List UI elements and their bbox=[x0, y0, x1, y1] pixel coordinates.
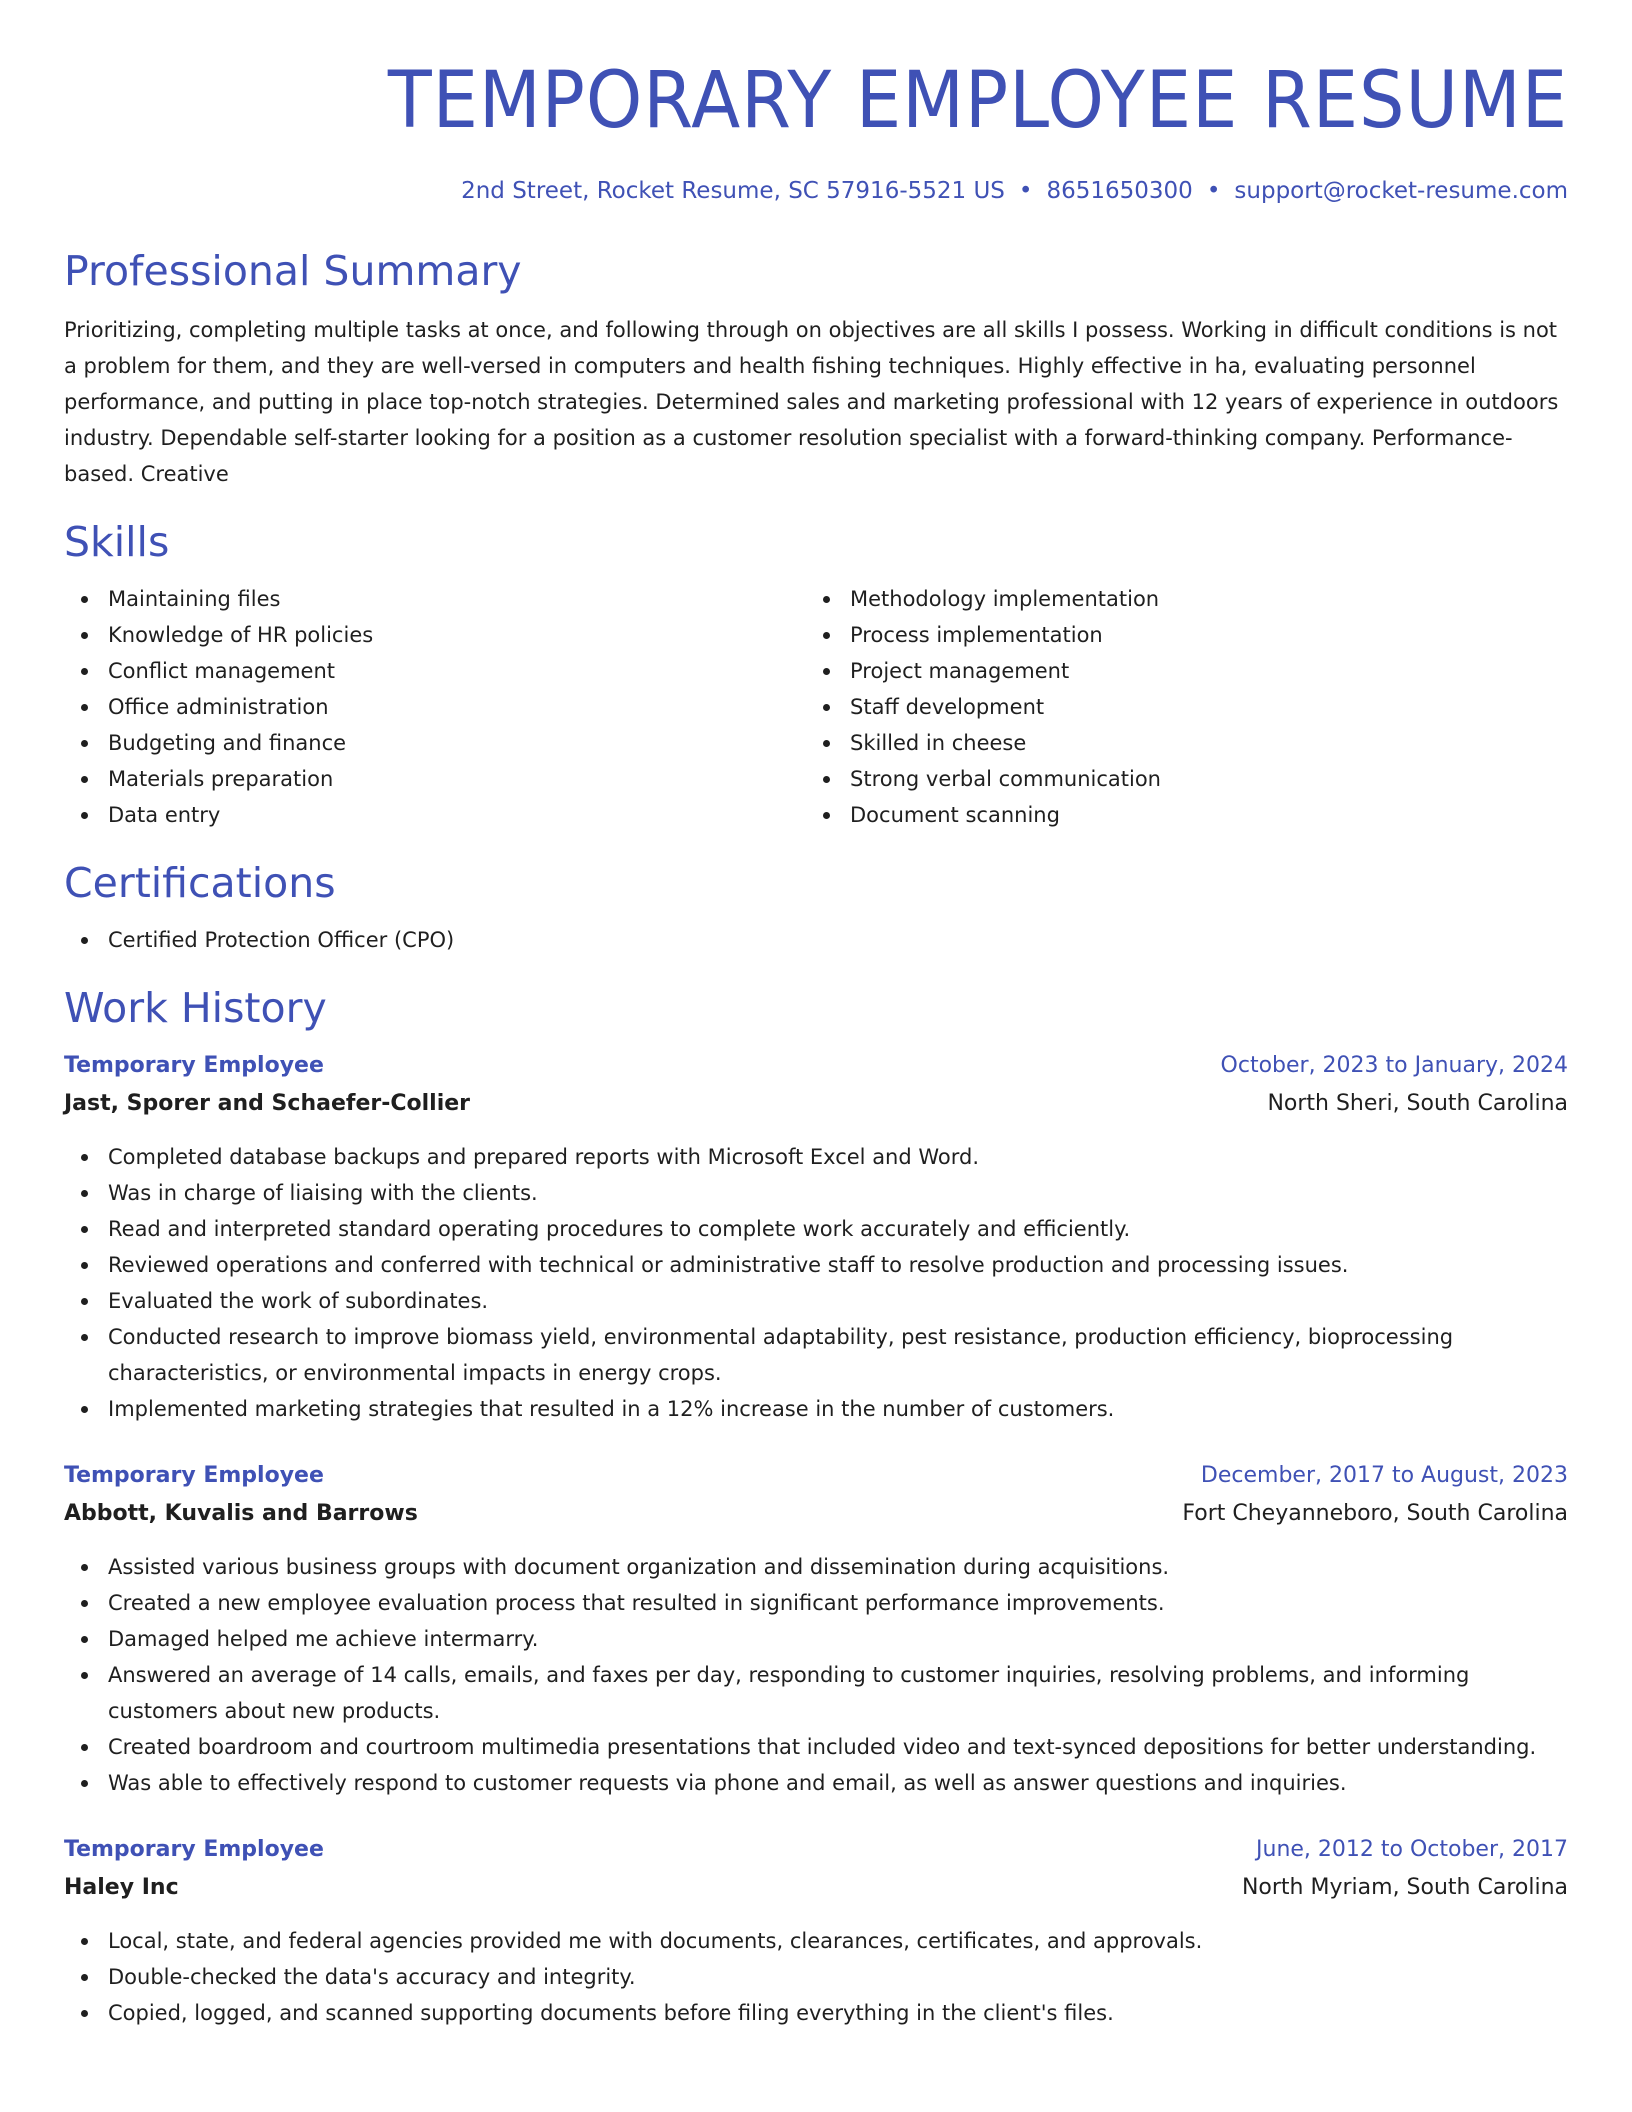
company-name: Haley Inc bbox=[64, 1875, 179, 1900]
job-entry bbox=[64, 1457, 1568, 1801]
summary-text: Prioritizing, completing multiple tasks at once, and following through on objectives are all skills I possess. Working in difficult conditions is not a problem for them, and they are well-versed in computers and health fishing techniques. Highly effective in ha, evaluating personnel performance, and putting in place top-notch strategies. Determined sales and marketing professional with 12 years of experience in outdoors industry. Dependable self-starter looking for a position as a customer resolution specialist with a forward-thinking company. Performance-based. Creative bbox=[64, 318, 1559, 486]
job-bullet: Answered an average of 14 calls, emails, and faxes per day, responding to customer inquiries, resolving problems, and informing customers about new products. bbox=[64, 1657, 1568, 1729]
skill-item: Staff development bbox=[806, 689, 1548, 725]
certification-item: Certified Protection Officer (CPO) bbox=[64, 922, 1568, 958]
job-dates: October, 2023 to January, 2024 bbox=[1220, 1053, 1568, 1078]
certifications-heading: Certifications bbox=[64, 859, 336, 907]
job-header bbox=[64, 1831, 1568, 1869]
job-bullet: Created a new employee evaluation process that resulted in significant performance improvements. bbox=[64, 1585, 1568, 1621]
contact-line bbox=[64, 180, 1568, 203]
skills-column-right bbox=[806, 581, 1548, 833]
skills-heading: Skills bbox=[64, 518, 170, 566]
job-header bbox=[64, 1047, 1568, 1085]
work-history-heading: Work History bbox=[64, 984, 327, 1032]
job-bullet: Was able to effectively respond to customer requests via phone and email, as well as answer questions and inquiries. bbox=[64, 1765, 1568, 1801]
job-entry bbox=[64, 1047, 1568, 1427]
job-bullet: Copied, logged, and scanned supporting documents before filing everything in the client's files. bbox=[64, 1995, 1568, 2031]
skill-item: Office administration bbox=[64, 689, 806, 725]
job-header bbox=[64, 1457, 1568, 1495]
job-bullet: Was in charge of liaising with the clients. bbox=[64, 1175, 1568, 1211]
address: 2nd Street, Rocket Resume, SC 57916-5521 US bbox=[461, 178, 1005, 204]
job-entry bbox=[64, 1831, 1568, 2031]
skill-item: Knowledge of HR policies bbox=[64, 617, 806, 653]
email-link[interactable]: support@rocket-resume.com bbox=[1234, 178, 1568, 204]
phone[interactable]: 8651650300 bbox=[1046, 178, 1193, 204]
job-bullets bbox=[64, 1923, 1568, 2031]
job-location: North Sheri, South Carolina bbox=[1267, 1091, 1568, 1116]
job-title: Temporary Employee bbox=[64, 1053, 324, 1078]
skill-item: Budgeting and finance bbox=[64, 725, 806, 761]
skill-item: Strong verbal communication bbox=[806, 761, 1548, 797]
job-subheader bbox=[64, 1495, 1568, 1533]
job-bullet: Created boardroom and courtroom multimedia presentations that included video and text-synced depositions for better understanding. bbox=[64, 1729, 1568, 1765]
job-bullet: Reviewed operations and conferred with technical or administrative staff to resolve production and processing issues. bbox=[64, 1247, 1568, 1283]
job-bullet: Conducted research to improve biomass yield, environmental adaptability, pest resistance, production efficiency, bioprocessing characteristics, or environmental impacts in energy crops. bbox=[64, 1319, 1568, 1391]
resume-title: TEMPORARY EMPLOYEE RESUME bbox=[387, 56, 1568, 146]
skill-item: Project management bbox=[806, 653, 1548, 689]
job-subheader bbox=[64, 1085, 1568, 1123]
company-name: Jast, Sporer and Schaefer-Collier bbox=[64, 1091, 471, 1116]
job-location: North Myriam, South Carolina bbox=[1241, 1875, 1568, 1900]
job-bullets bbox=[64, 1549, 1568, 1801]
contact-separator: • bbox=[1018, 178, 1033, 204]
job-dates: June, 2012 to October, 2017 bbox=[1256, 1837, 1568, 1862]
job-bullet: Evaluated the work of subordinates. bbox=[64, 1283, 1568, 1319]
job-bullet: Local, state, and federal agencies provided me with documents, clearances, certificates, and approvals. bbox=[64, 1923, 1568, 1959]
skill-item: Data entry bbox=[64, 797, 806, 833]
skill-item: Process implementation bbox=[806, 617, 1548, 653]
skill-item: Document scanning bbox=[806, 797, 1548, 833]
job-title: Temporary Employee bbox=[64, 1837, 324, 1862]
job-bullet: Damaged helped me achieve intermarry. bbox=[64, 1621, 1568, 1657]
skills-list bbox=[64, 581, 1568, 833]
job-bullet: Assisted various business groups with document organization and dissemination during acquisitions. bbox=[64, 1549, 1568, 1585]
skill-item: Conflict management bbox=[64, 653, 806, 689]
job-title: Temporary Employee bbox=[64, 1463, 324, 1488]
skill-item: Materials preparation bbox=[64, 761, 806, 797]
job-dates: December, 2017 to August, 2023 bbox=[1200, 1463, 1568, 1488]
skill-item: Skilled in cheese bbox=[806, 725, 1548, 761]
contact-separator: • bbox=[1206, 178, 1221, 204]
certifications-list bbox=[64, 922, 1568, 958]
job-bullet: Completed database backups and prepared reports with Microsoft Excel and Word. bbox=[64, 1139, 1568, 1175]
skill-item: Maintaining files bbox=[64, 581, 806, 617]
job-bullet: Read and interpreted standard operating procedures to complete work accurately and efficiently. bbox=[64, 1211, 1568, 1247]
summary-heading: Professional Summary bbox=[64, 247, 522, 295]
job-bullet: Implemented marketing strategies that resulted in a 12% increase in the number of customers. bbox=[64, 1391, 1568, 1427]
skill-item: Methodology implementation bbox=[806, 581, 1548, 617]
job-location: Fort Cheyanneboro, South Carolina bbox=[1182, 1501, 1568, 1526]
job-bullet: Double-checked the data's accuracy and integrity. bbox=[64, 1959, 1568, 1995]
job-bullets bbox=[64, 1139, 1568, 1427]
company-name: Abbott, Kuvalis and Barrows bbox=[64, 1501, 418, 1526]
skills-column-left bbox=[64, 581, 806, 833]
job-subheader bbox=[64, 1869, 1568, 1907]
